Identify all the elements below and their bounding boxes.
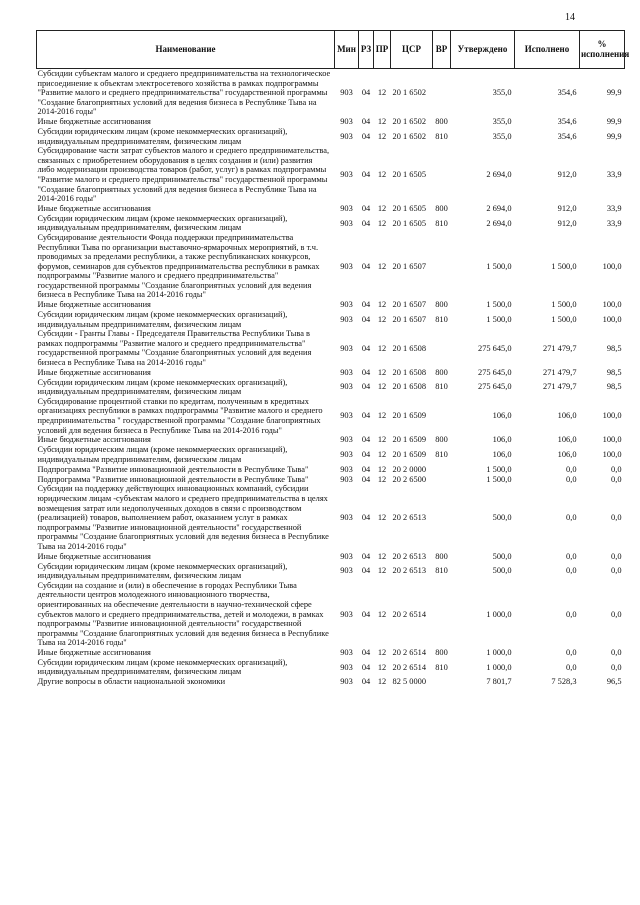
table-row — [37, 397, 625, 435]
row-approved: 7 801,7 — [486, 677, 512, 687]
row-min: 903 — [340, 677, 353, 687]
row-rz: 04 — [361, 648, 371, 658]
table-row — [37, 127, 625, 146]
row-approved: 275 645,0 — [478, 367, 512, 377]
row-pr: 12 — [377, 551, 387, 561]
row-rz: 04 — [361, 88, 371, 98]
row-name: Иные бюджетные ассигнования — [37, 203, 151, 213]
row-pr: 12 — [377, 343, 387, 353]
row-csr: 20 1 6502 — [392, 117, 426, 127]
row-csr: 20 1 6508 — [392, 382, 426, 392]
row-vr — [433, 677, 451, 687]
row-min: 903 — [340, 449, 353, 459]
row-executed: 106,0 — [557, 435, 577, 445]
row-percent: 33,9 — [606, 218, 622, 228]
row-min: 903 — [340, 648, 353, 658]
row-min: 903 — [340, 382, 353, 392]
row-name: Иные бюджетные ассигнования — [37, 435, 151, 445]
row-executed: 1 500,0 — [551, 300, 577, 310]
table-row — [37, 464, 625, 474]
row-vr: 810 — [435, 314, 448, 324]
row-csr: 20 1 6509 — [392, 449, 426, 459]
table-row — [37, 474, 625, 484]
row-pr: 12 — [377, 218, 387, 228]
row-name: Субсидии субъектам малого и среднего предпринимательства на технологическое присоединение к объектам электросетевого хозяйства в рамках подпрограммы "Развитие малого и среднего предпринимательства" государственной программы "Создание благоприятных условий для ведения бизнеса в Республике Тыва на 2014-2016 годы" — [37, 69, 331, 117]
row-rz: 04 — [361, 170, 371, 180]
row-percent: 98,5 — [606, 343, 622, 353]
row-min: 903 — [340, 513, 353, 523]
row-rz: 04 — [361, 662, 371, 672]
row-name: Субсидии юридическим лицам (кроме некоммерческих организаций), индивидуальным предпринимателям, физическим лицам — [37, 213, 288, 233]
row-name: Субсидии юридическим лицам (кроме некоммерческих организаций), индивидуальным предпринимателям, физическим лицам — [37, 445, 288, 464]
row-executed: 1 500,0 — [551, 261, 577, 271]
row-csr: 20 1 6509 — [392, 411, 426, 421]
row-csr: 20 1 6508 — [392, 343, 426, 353]
row-vr: 810 — [435, 662, 448, 672]
row-percent: 0,0 — [611, 513, 622, 523]
row-pr: 12 — [377, 261, 387, 271]
row-percent: 0,0 — [611, 474, 622, 484]
row-csr: 20 1 6505 — [392, 218, 426, 228]
row-min: 903 — [340, 609, 353, 619]
row-percent: 100,0 — [602, 314, 622, 324]
row-rz: 04 — [361, 343, 371, 353]
row-min: 903 — [340, 131, 353, 141]
row-approved: 1 500,0 — [486, 261, 512, 271]
row-vr: 810 — [435, 449, 448, 459]
row-name: Иные бюджетные ассигнования — [37, 367, 151, 377]
table-row — [37, 484, 625, 551]
table-header-row — [37, 31, 625, 69]
row-csr: 20 2 6514 — [392, 662, 426, 672]
row-csr: 20 1 6507 — [392, 314, 426, 324]
row-percent: 98,5 — [606, 367, 622, 377]
row-vr — [433, 146, 451, 204]
table-row — [37, 310, 625, 329]
row-csr: 20 1 6502 — [392, 131, 426, 141]
table-row — [37, 562, 625, 581]
row-rz: 04 — [361, 367, 371, 377]
table-row — [37, 204, 625, 214]
row-percent: 96,5 — [606, 677, 622, 687]
row-name: Субсидии на поддержку действующих инновационных компаний, субсидии юридическим лицам -субъектам малого и среднего предпринимательства в целях возмещения затрат или недополученных доходов в связи с производством (реализацией) товаров, выполнением работ, оказанием услуг в рамках подпрограммы "Развитие инновационной деятельности" государственной программы "Создание благоприятных условий для ведения бизнеса в Республике Тыва на 2014-2016 годы" — [37, 484, 329, 551]
row-executed: 0,0 — [566, 474, 577, 484]
row-executed: 912,0 — [557, 218, 577, 228]
row-vr — [433, 329, 451, 367]
row-rz: 04 — [361, 677, 371, 687]
row-approved: 1 000,0 — [486, 662, 512, 672]
row-pr: 12 — [377, 648, 387, 658]
row-csr: 20 1 6507 — [392, 300, 426, 310]
row-approved: 106,0 — [492, 411, 512, 421]
row-rz: 04 — [361, 314, 371, 324]
row-percent: 33,9 — [606, 203, 622, 213]
row-vr — [433, 233, 451, 300]
header-min: Мин — [335, 31, 359, 69]
row-rz: 04 — [361, 300, 371, 310]
row-min: 903 — [340, 343, 353, 353]
header-vr: ВР — [433, 31, 451, 69]
row-pr: 12 — [377, 609, 387, 619]
row-percent: 0,0 — [611, 551, 622, 561]
table-row — [37, 329, 625, 367]
budget-table — [36, 30, 630, 687]
row-executed: 271 479,7 — [543, 367, 577, 377]
row-pr: 12 — [377, 300, 387, 310]
row-csr: 20 1 6505 — [392, 170, 426, 180]
row-percent: 98,5 — [606, 382, 622, 392]
row-rz: 04 — [361, 203, 371, 213]
row-vr: 800 — [435, 117, 448, 127]
row-percent: 0,0 — [611, 464, 622, 474]
row-pr: 12 — [377, 411, 387, 421]
row-executed: 106,0 — [557, 449, 577, 459]
row-pr: 12 — [377, 117, 387, 127]
row-csr: 20 2 0000 — [392, 464, 426, 474]
row-min: 903 — [340, 117, 353, 127]
row-percent: 99,9 — [606, 117, 622, 127]
row-name: Другие вопросы в области национальной экономики — [37, 677, 226, 687]
row-executed: 271 479,7 — [543, 343, 577, 353]
row-approved: 2 694,0 — [486, 203, 512, 213]
row-executed: 0,0 — [566, 551, 577, 561]
row-rz: 04 — [361, 449, 371, 459]
table-row — [37, 146, 625, 204]
row-approved: 1 000,0 — [486, 648, 512, 658]
header-csr: ЦСР — [391, 31, 433, 69]
row-csr: 20 2 6514 — [392, 648, 426, 658]
row-name: Иные бюджетные ассигнования — [37, 117, 151, 127]
row-name: Субсидии юридическим лицам (кроме некоммерческих организаций), индивидуальным предпринимателям, физическим лицам — [37, 310, 288, 329]
row-min: 903 — [340, 566, 353, 576]
row-rz: 04 — [361, 551, 371, 561]
row-csr: 20 2 6500 — [392, 474, 426, 484]
row-csr: 20 2 6513 — [392, 551, 426, 561]
header-executed: Исполнено — [515, 31, 580, 69]
table-row — [37, 552, 625, 562]
row-name: Субсидирование деятельности Фонда поддержки предпринимательства Республики Тыва по организации выставочно-ярмарочных мероприятий, в т.ч. проводимых за пределами республики, а также республиканских конкурсов, форумов, семинаров для субъектов предпринимательства республики в рамках подпрограммы "Развитие малого и среднего предпринимательства" государственной программы "Создание благоприятных условий для ведения бизнеса в Республике Тыва на 2014-2016 годы" — [37, 232, 320, 300]
row-vr: 800 — [435, 435, 448, 445]
row-vr — [433, 464, 451, 474]
row-rz: 04 — [361, 566, 371, 576]
row-executed: 912,0 — [557, 170, 577, 180]
row-approved: 1 500,0 — [486, 464, 512, 474]
table-row — [37, 677, 625, 687]
row-rz: 04 — [361, 218, 371, 228]
row-name: Иные бюджетные ассигнования — [37, 551, 151, 561]
row-pr: 12 — [377, 367, 387, 377]
row-min: 903 — [340, 367, 353, 377]
row-approved: 500,0 — [492, 566, 512, 576]
row-approved: 500,0 — [492, 513, 512, 523]
row-csr: 20 2 6513 — [392, 513, 426, 523]
row-executed: 0,0 — [566, 566, 577, 576]
row-name: Субсидии юридическим лицам (кроме некоммерческих организаций), индивидуальным предпринимателям, физическим лицам — [37, 377, 288, 397]
row-approved: 275 645,0 — [478, 382, 512, 392]
row-pr: 12 — [377, 131, 387, 141]
row-rz: 04 — [361, 474, 371, 484]
row-executed: 1 500,0 — [551, 314, 577, 324]
table-row — [37, 658, 625, 677]
table-row — [37, 368, 625, 378]
row-percent: 100,0 — [602, 300, 622, 310]
row-csr: 20 2 6513 — [392, 566, 426, 576]
row-csr: 20 1 6502 — [392, 88, 426, 98]
table-row — [37, 378, 625, 397]
row-executed: 271 479,7 — [543, 382, 577, 392]
row-rz: 04 — [361, 464, 371, 474]
row-min: 903 — [340, 474, 353, 484]
row-pr: 12 — [377, 513, 387, 523]
row-min: 903 — [340, 170, 353, 180]
row-min: 903 — [340, 261, 353, 271]
row-name: Субсидирование процентной ставки по кредитам, полученным в кредитных организациях республики в рамках подпрограммы "Развитие малого и среднего предпринимательства " государственной программы "Создание благоприятных условий для ведения бизнеса в Республике Тыва на 2014-2016 годы" — [37, 396, 323, 435]
row-executed: 0,0 — [566, 609, 577, 619]
row-executed: 106,0 — [557, 411, 577, 421]
row-vr: 810 — [435, 131, 448, 141]
row-vr: 800 — [435, 367, 448, 377]
row-min: 903 — [340, 203, 353, 213]
row-name: Иные бюджетные ассигнования — [37, 300, 151, 310]
row-approved: 106,0 — [492, 449, 512, 459]
row-pr: 12 — [377, 203, 387, 213]
header-percent: % исполнения — [580, 31, 625, 69]
row-rz: 04 — [361, 131, 371, 141]
row-vr: 810 — [435, 218, 448, 228]
row-executed: 354,6 — [557, 88, 577, 98]
row-executed: 354,6 — [557, 117, 577, 127]
row-csr: 20 1 6507 — [392, 261, 426, 271]
table-row — [37, 69, 625, 117]
row-vr — [433, 581, 451, 648]
table-row — [37, 300, 625, 310]
row-csr: 20 1 6505 — [392, 203, 426, 213]
table-row — [37, 648, 625, 658]
row-approved: 106,0 — [492, 435, 512, 445]
table-row — [37, 214, 625, 233]
row-rz: 04 — [361, 411, 371, 421]
row-executed: 354,6 — [557, 131, 577, 141]
header-approved: Утверждено — [451, 31, 515, 69]
row-executed: 0,0 — [566, 662, 577, 672]
row-min: 903 — [340, 314, 353, 324]
row-min: 903 — [340, 218, 353, 228]
row-executed: 0,0 — [566, 513, 577, 523]
row-approved: 2 694,0 — [486, 218, 512, 228]
row-vr: 810 — [435, 382, 448, 392]
row-percent: 99,9 — [606, 88, 622, 98]
row-percent: 100,0 — [602, 435, 622, 445]
row-name: Подпрограмма "Развитие инновационной деятельности в Республике Тыва" — [37, 464, 309, 474]
table-row — [37, 435, 625, 445]
table-row — [37, 233, 625, 300]
row-pr: 12 — [377, 464, 387, 474]
row-approved: 500,0 — [492, 551, 512, 561]
header-name: Наименование — [37, 31, 335, 69]
row-vr: 800 — [435, 648, 448, 658]
row-name: Подпрограмма "Развитие инновационной деятельности в Республике Тыва" — [37, 474, 309, 484]
header-pr: ПР — [374, 31, 391, 69]
row-executed: 0,0 — [566, 648, 577, 658]
row-name: Субсидии юридическим лицам (кроме некоммерческих организаций), индивидуальным предпринимателям, физическим лицам — [37, 561, 288, 581]
row-vr — [433, 474, 451, 484]
row-approved: 1 500,0 — [486, 314, 512, 324]
row-approved: 1 500,0 — [486, 474, 512, 484]
row-percent: 0,0 — [611, 648, 622, 658]
row-executed: 0,0 — [566, 464, 577, 474]
row-pr: 12 — [377, 474, 387, 484]
row-rz: 04 — [361, 435, 371, 445]
row-pr: 12 — [377, 314, 387, 324]
row-approved: 355,0 — [492, 88, 512, 98]
row-percent: 100,0 — [602, 411, 622, 421]
row-pr: 12 — [377, 435, 387, 445]
header-rz: РЗ — [359, 31, 374, 69]
row-approved: 275 645,0 — [478, 343, 512, 353]
row-vr: 810 — [435, 566, 448, 576]
table-row — [37, 445, 625, 464]
row-csr: 82 5 0000 — [392, 677, 426, 687]
row-executed: 7 528,3 — [551, 677, 577, 687]
row-vr — [433, 69, 451, 117]
row-name: Субсидии - Гранты Главы - Председателя Правительства Республики Тыва в рамках подпрограммы "Развитие малого и среднего предпринимательства" государственной программы "Создание благоприятных условий для ведения бизнеса в Республике Тыва на 2014-2016 годы" — [37, 329, 312, 368]
row-csr: 20 2 6514 — [392, 609, 426, 619]
row-name: Субсидии юридическим лицам (кроме некоммерческих организаций), индивидуальным предпринимателям, физическим лицам — [37, 126, 288, 146]
row-min: 903 — [340, 464, 353, 474]
row-approved: 1 500,0 — [486, 300, 512, 310]
row-percent: 100,0 — [602, 449, 622, 459]
row-vr — [433, 397, 451, 435]
row-rz: 04 — [361, 117, 371, 127]
row-percent: 0,0 — [611, 609, 622, 619]
row-percent: 100,0 — [602, 261, 622, 271]
row-min: 903 — [340, 300, 353, 310]
row-name: Субсидии юридическим лицам (кроме некоммерческих организаций), индивидуальным предпринимателям, физическим лицам — [37, 657, 288, 677]
row-csr: 20 1 6509 — [392, 435, 426, 445]
row-vr: 800 — [435, 300, 448, 310]
row-approved: 2 694,0 — [486, 170, 512, 180]
row-min: 903 — [340, 88, 353, 98]
row-pr: 12 — [377, 382, 387, 392]
row-pr: 12 — [377, 566, 387, 576]
row-pr: 12 — [377, 170, 387, 180]
row-pr: 12 — [377, 449, 387, 459]
row-name: Субсидирование части затрат субъектов малого и среднего предпринимательства, связанных с приобретением оборудования в целях создания и (или) развития либо модернизации производства товаров (работ, услуг) в рамках подпрограммы "Развитие малого и среднего предпринимательства" государственной программы "Создание благоприятных условий для ведения бизнеса в Республике Тыва на 2014-2016 годы" — [37, 146, 330, 204]
row-approved: 355,0 — [492, 117, 512, 127]
row-rz: 04 — [361, 609, 371, 619]
row-min: 903 — [340, 662, 353, 672]
row-vr: 800 — [435, 551, 448, 561]
row-approved: 355,0 — [492, 131, 512, 141]
row-rz: 04 — [361, 513, 371, 523]
row-percent: 0,0 — [611, 662, 622, 672]
row-rz: 04 — [361, 382, 371, 392]
row-approved: 1 000,0 — [486, 609, 512, 619]
row-min: 903 — [340, 551, 353, 561]
table-row — [37, 117, 625, 127]
row-csr: 20 1 6508 — [392, 367, 426, 377]
table-row — [37, 581, 625, 648]
row-min: 903 — [340, 411, 353, 421]
row-pr: 12 — [377, 662, 387, 672]
row-vr: 800 — [435, 203, 448, 213]
page-number: 14 — [565, 12, 575, 23]
row-pr: 12 — [377, 88, 387, 98]
row-pr: 12 — [377, 677, 387, 687]
row-name: Иные бюджетные ассигнования — [37, 648, 151, 658]
row-name: Субсидии на создание и (или) в обеспечение в городах Республики Тыва деятельности центров молодежного инновационного творчества, ориентированных на обеспечение деятельности в научно-технической сфере субъектов малого и среднего предпринимательства, детей и молодежи, в рамках подпрограммы "Развитие инновационной деятельности" государственной программы "Создание благоприятных условий для ведения бизнеса в Республике Тыва на 2014-2016 годы" — [37, 580, 329, 648]
row-percent: 33,9 — [606, 170, 622, 180]
row-executed: 912,0 — [557, 203, 577, 213]
row-percent: 99,9 — [606, 131, 622, 141]
row-percent: 0,0 — [611, 566, 622, 576]
row-rz: 04 — [361, 261, 371, 271]
row-vr — [433, 484, 451, 551]
row-min: 903 — [340, 435, 353, 445]
